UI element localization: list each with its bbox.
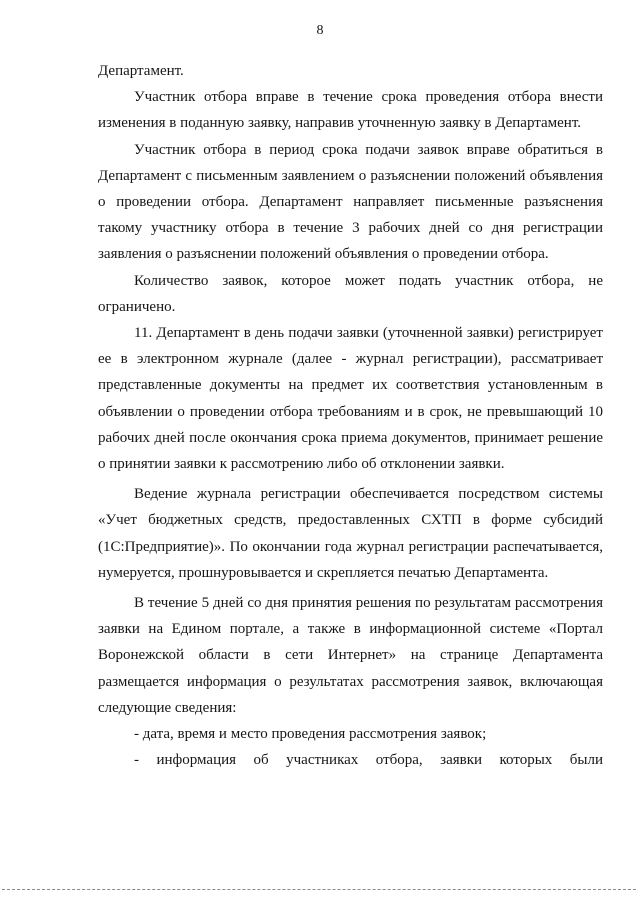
list-item-date-time-place: - дата, время и место проведения рассмотрения заявок; xyxy=(134,726,487,743)
paragraph-amend-application: Участник отбора вправе в течение срока проведения отбора внести изменения в поданную заявку, направив уточненную заявку в Департамент. xyxy=(98,89,603,132)
document-body xyxy=(98,58,603,773)
paragraph-department-end: Департамент. xyxy=(98,63,184,79)
paragraph-results-publication: В течение 5 дней со дня принятия решения по результатам рассмотрения заявки на Едином портале, а также в информационной системе «Портал Воронежской области в сети Интернет» на странице Департамента размещается информация о результатах рассмотрения заявок, включающая следующие сведения: xyxy=(98,595,603,716)
paragraph-registration-journal: Ведение журнала регистрации обеспечивается посредством системы «Учет бюджетных средств, предоставленных СХТП в форме субсидий (1С:Предприятие)». По окончании года журнал регистрации распечатывается, нумеруется, прошнуровывается и скрепляется печатью Департамента. xyxy=(98,486,603,581)
paragraph-clarification-request: Участник отбора в период срока подачи заявок вправе обратиться в Департамент с письменным заявлением о разъяснении положений объявления о проведении отбора. Департамент направляет письменные разъяснения такому участнику отбора в течение 3 рабочих дней со дня регистрации заявления о разъяснении положений объявления о проведении отбора. xyxy=(98,141,603,263)
page-number: 8 xyxy=(316,23,324,38)
paragraph-application-count: Количество заявок, которое может подать участник отбора, не ограничено. xyxy=(98,272,603,315)
list-item-participants-info: - информация об участниках отбора, заявки которых были xyxy=(134,752,603,769)
scan-bottom-edge xyxy=(2,889,636,890)
paragraph-item-11: 11. Департамент в день подачи заявки (уточненной заявки) регистрирует ее в электронном журнале (далее - журнал регистрации), рассматривает представленные документы на предмет их соответствия установленным в объявлении о проведении отбора требованиям и в срок, не превышающий 10 рабочих дней после окончания срока приема документов, принимает решение о принятии заявки к рассмотрению либо об отклонении заявки. xyxy=(98,325,603,473)
